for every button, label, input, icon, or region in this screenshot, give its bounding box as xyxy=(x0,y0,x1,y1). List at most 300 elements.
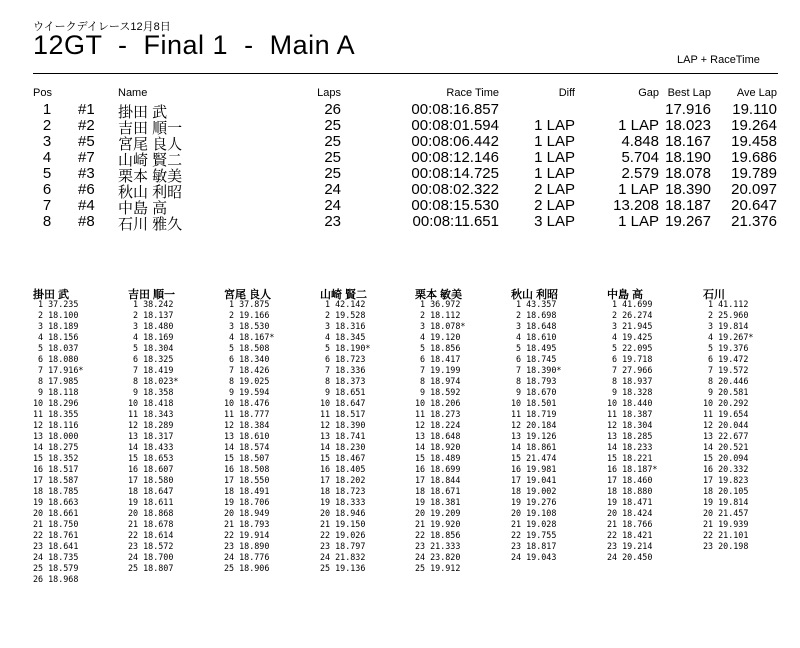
lap-time-item: 19 19.814 xyxy=(703,497,749,507)
col-pos-header: Pos xyxy=(33,87,52,99)
lap-time-item: 5 19.376 xyxy=(703,343,749,353)
lap-time-item: 19 18.611 xyxy=(128,497,174,507)
col-gap-header: Gap xyxy=(638,87,659,99)
lap-time-item: 2 18.137 xyxy=(128,310,174,320)
lap-time-item: 3 19.814 xyxy=(703,321,749,331)
result-ave-lap: 19.789 xyxy=(731,165,777,182)
lap-time-item: 16 18.699 xyxy=(415,464,461,474)
lap-time-item: 23 20.198 xyxy=(703,541,749,551)
lap-column-driver: 掛田 武 xyxy=(33,289,70,301)
result-laps: 25 xyxy=(324,149,341,166)
lap-time-item: 8 20.446 xyxy=(703,376,749,386)
lap-time-item: 23 18.817 xyxy=(511,541,557,551)
lap-time-item: 6 19.472 xyxy=(703,354,749,364)
lap-time-item: 24 23.820 xyxy=(415,552,461,562)
lap-time-item: 22 21.101 xyxy=(703,530,749,540)
results-header-row xyxy=(33,87,778,101)
result-ave-lap: 20.097 xyxy=(731,181,777,198)
lap-time-item: 3 18.316 xyxy=(320,321,366,331)
result-row xyxy=(33,165,778,185)
lap-time-item: 12 18.116 xyxy=(33,420,79,430)
result-diff: 1 LAP xyxy=(534,117,575,134)
lap-time-item: 1 41.699 xyxy=(607,299,653,309)
result-race-time: 00:08:12.146 xyxy=(411,149,499,166)
lap-time-item: 17 19.041 xyxy=(511,475,557,485)
lap-time-item: 15 18.507 xyxy=(224,453,270,463)
result-laps: 25 xyxy=(324,117,341,134)
lap-time-item: 19 18.706 xyxy=(224,497,270,507)
lap-time-item: 25 19.136 xyxy=(320,563,366,573)
lap-time-item: 23 18.641 xyxy=(33,541,79,551)
lap-time-item: 2 26.274 xyxy=(607,310,653,320)
lap-time-item: 23 18.797 xyxy=(320,541,366,551)
lap-info-label: LAP + RaceTime xyxy=(677,54,760,66)
lap-time-item: 3 21.945 xyxy=(607,321,653,331)
lap-time-item: 11 18.719 xyxy=(511,409,557,419)
result-driver-name: 石川 雅久 xyxy=(118,216,183,233)
result-race-time: 00:08:06.442 xyxy=(411,133,499,150)
lap-time-item: 10 18.418 xyxy=(128,398,174,408)
result-driver-name: 宮尾 良人 xyxy=(118,136,183,153)
results-table xyxy=(33,87,778,233)
lap-time-item: 19 18.663 xyxy=(33,497,79,507)
lap-time-item: 7 27.966 xyxy=(607,365,653,375)
lap-time-item: 12 18.289 xyxy=(128,420,174,430)
lap-time-item: 11 18.387 xyxy=(607,409,653,419)
result-car-number: #5 xyxy=(78,133,95,150)
lap-time-item: 3 18.648 xyxy=(511,321,557,331)
lap-time-item: 8 18.793 xyxy=(511,376,557,386)
lap-time-item: 25 19.912 xyxy=(415,563,461,573)
lap-time-item: 5 18.037 xyxy=(33,343,79,353)
col-racetime-header: Race Time xyxy=(446,87,499,99)
lap-time-item: 21 19.150 xyxy=(320,519,366,529)
lap-time-item: 8 17.985 xyxy=(33,376,79,386)
col-name-header: Name xyxy=(118,87,148,99)
lap-column xyxy=(33,286,129,585)
result-row xyxy=(33,149,778,169)
lap-time-item: 21 18.766 xyxy=(607,519,653,529)
lap-time-item: 26 18.968 xyxy=(33,574,79,584)
lap-time-item: 11 19.654 xyxy=(703,409,749,419)
lap-time-item: 19 18.381 xyxy=(415,497,461,507)
lap-time-item: 7 18.419 xyxy=(128,365,174,375)
lap-time-item: 17 19.823 xyxy=(703,475,749,485)
lap-time-item: 14 18.230 xyxy=(320,442,366,452)
lap-time-item: 1 43.357 xyxy=(511,299,557,309)
col-laps-header: Laps xyxy=(317,87,341,99)
lap-time-item: 1 37.875 xyxy=(224,299,270,309)
lap-time-item: 13 19.126 xyxy=(511,431,557,441)
lap-time-item: 16 19.981 xyxy=(511,464,557,474)
lap-time-item: 6 18.745 xyxy=(511,354,557,364)
result-row xyxy=(33,101,778,121)
lap-time-item: 11 18.273 xyxy=(415,409,461,419)
result-car-number: #7 xyxy=(78,149,95,166)
lap-time-item: 23 18.890 xyxy=(224,541,270,551)
lap-time-item: 7 19.199 xyxy=(415,365,461,375)
lap-time-item: 21 18.793 xyxy=(224,519,270,529)
result-car-number: #6 xyxy=(78,181,95,198)
lap-column-driver: 宮尾 良人 xyxy=(224,289,272,301)
lap-time-item: 5 18.304 xyxy=(128,343,174,353)
result-car-number: #3 xyxy=(78,165,95,182)
lap-time-item: 17 18.460 xyxy=(607,475,653,485)
lap-time-item: 25 18.579 xyxy=(33,563,79,573)
lap-time-item: 8 18.373 xyxy=(320,376,366,386)
lap-time-item: 18 18.785 xyxy=(33,486,79,496)
result-race-time: 00:08:16.857 xyxy=(411,101,499,118)
lap-time-item: 9 18.651 xyxy=(320,387,366,397)
result-gap: 4.848 xyxy=(621,133,659,150)
result-laps: 23 xyxy=(324,213,341,230)
lap-time-item: 13 22.677 xyxy=(703,431,749,441)
lap-time-item: 17 18.550 xyxy=(224,475,270,485)
lap-time-item: 10 18.206 xyxy=(415,398,461,408)
lap-time-item: 20 19.108 xyxy=(511,508,557,518)
lap-time-item: 17 18.580 xyxy=(128,475,174,485)
result-gap: 1 LAP xyxy=(618,181,659,198)
lap-time-item: 9 20.581 xyxy=(703,387,749,397)
result-best-lap: 18.190 xyxy=(665,149,711,166)
result-race-time: 00:08:15.530 xyxy=(411,197,499,214)
lap-time-item: 14 18.861 xyxy=(511,442,557,452)
lap-time-item: 2 18.100 xyxy=(33,310,79,320)
lap-time-item: 1 42.142 xyxy=(320,299,366,309)
lap-time-item: 21 19.920 xyxy=(415,519,461,529)
lap-time-item: 15 21.474 xyxy=(511,453,557,463)
lap-time-item: 18 20.105 xyxy=(703,486,749,496)
lap-time-item: 20 19.209 xyxy=(415,508,461,518)
lap-time-item: 5 22.095 xyxy=(607,343,653,353)
lap-time-item: 5 18.508 xyxy=(224,343,270,353)
lap-time-item: 24 21.832 xyxy=(320,552,366,562)
result-driver-name: 栗本 敏美 xyxy=(118,168,183,185)
lap-time-item: 9 18.670 xyxy=(511,387,557,397)
lap-time-item: 12 20.044 xyxy=(703,420,749,430)
lap-time-item: 17 18.202 xyxy=(320,475,366,485)
lap-time-item: 3 18.530 xyxy=(224,321,270,331)
result-row xyxy=(33,197,778,217)
lap-time-item: 7 18.390* xyxy=(511,365,562,375)
lap-time-item: 4 19.267* xyxy=(703,332,754,342)
lap-column xyxy=(511,286,607,563)
lap-time-item: 10 18.647 xyxy=(320,398,366,408)
lap-time-item: 6 18.723 xyxy=(320,354,366,364)
col-bestlap-header: Best Lap xyxy=(667,87,711,99)
lap-time-item: 17 18.844 xyxy=(415,475,461,485)
lap-time-item: 6 19.718 xyxy=(607,354,653,364)
result-pos: 5 xyxy=(42,165,52,182)
lap-time-item: 13 18.000 xyxy=(33,431,79,441)
result-ave-lap: 19.458 xyxy=(731,133,777,150)
result-laps: 24 xyxy=(324,197,341,214)
lap-time-item: 15 18.221 xyxy=(607,453,653,463)
lap-time-item: 10 18.476 xyxy=(224,398,270,408)
lap-column xyxy=(320,286,416,574)
lap-time-item: 16 20.332 xyxy=(703,464,749,474)
lap-time-item: 11 18.355 xyxy=(33,409,79,419)
lap-time-item: 15 18.653 xyxy=(128,453,174,463)
lap-time-item: 14 18.275 xyxy=(33,442,79,452)
lap-time-item: 12 18.304 xyxy=(607,420,653,430)
lap-column-driver: 中島 高 xyxy=(607,289,644,301)
lap-time-item: 1 41.112 xyxy=(703,299,749,309)
result-diff: 2 LAP xyxy=(534,197,575,214)
result-diff: 1 LAP xyxy=(534,149,575,166)
lap-time-item: 3 18.078* xyxy=(415,321,466,331)
lap-column-driver: 秋山 利昭 xyxy=(511,289,559,301)
lap-time-item: 19 18.471 xyxy=(607,497,653,507)
result-ave-lap: 21.376 xyxy=(731,213,777,230)
result-pos: 3 xyxy=(42,133,52,150)
result-driver-name: 中島 高 xyxy=(118,200,168,217)
lap-time-item: 24 18.700 xyxy=(128,552,174,562)
lap-time-item: 22 18.614 xyxy=(128,530,174,540)
result-race-time: 00:08:11.651 xyxy=(412,213,499,230)
result-car-number: #2 xyxy=(78,117,95,134)
lap-time-item: 16 18.405 xyxy=(320,464,366,474)
lap-time-item: 3 18.480 xyxy=(128,321,174,331)
result-ave-lap: 19.110 xyxy=(732,101,777,118)
lap-time-item: 5 18.856 xyxy=(415,343,461,353)
lap-time-item: 8 18.937 xyxy=(607,376,653,386)
result-row xyxy=(33,213,778,233)
lap-time-item: 9 18.358 xyxy=(128,387,174,397)
result-best-lap: 18.078 xyxy=(665,165,711,182)
result-diff: 1 LAP xyxy=(534,165,575,182)
lap-time-item: 16 18.607 xyxy=(128,464,174,474)
result-race-time: 00:08:14.725 xyxy=(411,165,499,182)
lap-time-item: 19 18.333 xyxy=(320,497,366,507)
lap-time-item: 18 18.880 xyxy=(607,486,653,496)
result-ave-lap: 19.264 xyxy=(731,117,777,134)
lap-time-item: 24 19.043 xyxy=(511,552,557,562)
lap-time-item: 22 19.914 xyxy=(224,530,270,540)
col-diff-header: Diff xyxy=(558,87,575,99)
lap-time-item: 22 18.421 xyxy=(607,530,653,540)
lap-time-item: 7 18.336 xyxy=(320,365,366,375)
result-car-number: #1 xyxy=(78,101,95,118)
lap-time-item: 13 18.610 xyxy=(224,431,270,441)
result-pos: 6 xyxy=(42,181,52,198)
lap-time-item: 12 20.184 xyxy=(511,420,557,430)
result-driver-name: 吉田 順一 xyxy=(118,120,183,137)
lap-time-item: 24 18.776 xyxy=(224,552,270,562)
lap-time-item: 23 19.214 xyxy=(607,541,653,551)
result-best-lap: 18.167 xyxy=(665,133,711,150)
lap-time-item: 9 18.118 xyxy=(33,387,79,397)
result-car-number: #4 xyxy=(78,197,95,214)
lap-time-item: 16 18.517 xyxy=(33,464,79,474)
lap-time-item: 20 21.457 xyxy=(703,508,749,518)
lap-time-item: 2 25.960 xyxy=(703,310,749,320)
lap-time-item: 15 18.352 xyxy=(33,453,79,463)
result-diff: 3 LAP xyxy=(534,213,575,230)
lap-time-item: 4 18.156 xyxy=(33,332,79,342)
lap-time-item: 1 37.235 xyxy=(33,299,79,309)
result-gap: 1 LAP xyxy=(618,213,659,230)
lap-time-item: 3 18.189 xyxy=(33,321,79,331)
result-driver-name: 山崎 賢二 xyxy=(118,152,183,169)
lap-time-item: 12 18.224 xyxy=(415,420,461,430)
lap-time-item: 1 36.972 xyxy=(415,299,461,309)
result-diff: 2 LAP xyxy=(534,181,575,198)
lap-time-item: 7 19.572 xyxy=(703,365,749,375)
page-title: 12GT - Final 1 - Main A xyxy=(33,30,356,60)
lap-time-item: 1 38.242 xyxy=(128,299,174,309)
lap-time-item: 16 18.508 xyxy=(224,464,270,474)
lap-time-item: 4 18.345 xyxy=(320,332,366,342)
result-gap: 2.579 xyxy=(621,165,659,182)
lap-time-item: 15 18.467 xyxy=(320,453,366,463)
lap-time-item: 6 18.080 xyxy=(33,354,79,364)
lap-column-driver: 石川 xyxy=(703,289,725,301)
lap-time-item: 22 18.761 xyxy=(33,530,79,540)
lap-time-item: 2 18.698 xyxy=(511,310,557,320)
result-race-time: 00:08:01.594 xyxy=(411,117,499,134)
result-ave-lap: 19.686 xyxy=(731,149,777,166)
lap-time-item: 23 18.572 xyxy=(128,541,174,551)
result-race-time: 00:08:02.322 xyxy=(411,181,499,198)
lap-time-item: 25 18.906 xyxy=(224,563,270,573)
lap-time-item: 11 18.343 xyxy=(128,409,174,419)
lap-time-item: 18 18.671 xyxy=(415,486,461,496)
result-gap: 5.704 xyxy=(621,149,659,166)
lap-time-item: 6 18.340 xyxy=(224,354,270,364)
result-ave-lap: 20.647 xyxy=(731,197,777,214)
lap-time-item: 4 18.169 xyxy=(128,332,174,342)
lap-time-item: 8 19.025 xyxy=(224,376,270,386)
lap-time-item: 24 18.735 xyxy=(33,552,79,562)
lap-time-item: 9 18.592 xyxy=(415,387,461,397)
lap-time-item: 4 19.120 xyxy=(415,332,461,342)
result-pos: 1 xyxy=(42,101,52,118)
lap-time-item: 11 18.777 xyxy=(224,409,270,419)
lap-column-driver: 山崎 賢二 xyxy=(320,289,368,301)
lap-time-item: 18 19.002 xyxy=(511,486,557,496)
lap-time-item: 13 18.648 xyxy=(415,431,461,441)
result-laps: 25 xyxy=(324,133,341,150)
lap-time-item: 21 19.028 xyxy=(511,519,557,529)
lap-time-item: 24 20.450 xyxy=(607,552,653,562)
lap-time-item: 22 19.755 xyxy=(511,530,557,540)
lap-time-item: 20 18.661 xyxy=(33,508,79,518)
lap-time-item: 21 18.750 xyxy=(33,519,79,529)
lap-time-item: 2 18.112 xyxy=(415,310,461,320)
lap-time-item: 20 18.946 xyxy=(320,508,366,518)
lap-time-item: 20 18.868 xyxy=(128,508,174,518)
lap-time-item: 4 18.167* xyxy=(224,332,275,342)
lap-time-item: 6 18.417 xyxy=(415,354,461,364)
result-driver-name: 掛田 武 xyxy=(118,104,168,121)
lap-time-item: 21 18.678 xyxy=(128,519,174,529)
lap-time-item: 22 18.856 xyxy=(415,530,461,540)
lap-time-item: 14 18.574 xyxy=(224,442,270,452)
result-row xyxy=(33,181,778,201)
lap-time-item: 18 18.647 xyxy=(128,486,174,496)
lap-time-item: 18 18.723 xyxy=(320,486,366,496)
lap-time-item: 16 18.187* xyxy=(607,464,658,474)
result-best-lap: 18.023 xyxy=(665,117,711,134)
lap-time-item: 13 18.741 xyxy=(320,431,366,441)
lap-time-item: 20 18.949 xyxy=(224,508,270,518)
lap-column xyxy=(607,286,703,563)
lap-time-item: 20 18.424 xyxy=(607,508,653,518)
lap-time-item: 14 20.521 xyxy=(703,442,749,452)
event-subtitle: ウイークデイレース12月8日 xyxy=(33,21,171,33)
lap-time-item: 17 18.587 xyxy=(33,475,79,485)
lap-column-driver: 吉田 順一 xyxy=(128,289,176,301)
result-pos: 8 xyxy=(42,213,52,230)
result-car-number: #8 xyxy=(78,213,95,230)
lap-time-item: 23 21.333 xyxy=(415,541,461,551)
result-pos: 7 xyxy=(42,197,52,214)
lap-column-driver: 栗本 敏美 xyxy=(415,289,463,301)
lap-time-item: 6 18.325 xyxy=(128,354,174,364)
result-gap: 1 LAP xyxy=(618,117,659,134)
lap-time-item: 5 18.495 xyxy=(511,343,557,353)
lap-time-item: 12 18.390 xyxy=(320,420,366,430)
lap-time-item: 7 18.426 xyxy=(224,365,270,375)
result-gap: 13.208 xyxy=(613,197,659,214)
lap-column xyxy=(128,286,224,574)
col-avelap-header: Ave Lap xyxy=(736,87,777,99)
lap-times-section xyxy=(33,286,793,646)
lap-time-item: 21 19.939 xyxy=(703,519,749,529)
lap-time-item: 8 18.023* xyxy=(128,376,179,386)
lap-time-item: 10 18.440 xyxy=(607,398,653,408)
lap-time-item: 25 18.807 xyxy=(128,563,174,573)
lap-time-item: 14 18.920 xyxy=(415,442,461,452)
lap-time-item: 13 18.317 xyxy=(128,431,174,441)
result-laps: 24 xyxy=(324,181,341,198)
title-rule xyxy=(33,73,778,74)
lap-time-item: 12 18.384 xyxy=(224,420,270,430)
lap-time-item: 10 20.292 xyxy=(703,398,749,408)
result-pos: 4 xyxy=(42,149,52,166)
lap-time-item: 2 19.166 xyxy=(224,310,270,320)
lap-time-item: 5 18.190* xyxy=(320,343,371,353)
lap-column xyxy=(224,286,320,574)
lap-time-item: 4 18.610 xyxy=(511,332,557,342)
result-laps: 25 xyxy=(324,165,341,182)
lap-time-item: 19 19.276 xyxy=(511,497,557,507)
lap-time-item: 10 18.501 xyxy=(511,398,557,408)
lap-time-item: 22 19.026 xyxy=(320,530,366,540)
lap-time-item: 9 19.594 xyxy=(224,387,270,397)
lap-time-item: 8 18.974 xyxy=(415,376,461,386)
lap-time-item: 11 18.517 xyxy=(320,409,366,419)
result-driver-name: 秋山 利昭 xyxy=(118,184,183,201)
lap-column xyxy=(703,286,799,552)
lap-time-item: 13 18.285 xyxy=(607,431,653,441)
lap-time-item: 18 18.491 xyxy=(224,486,270,496)
lap-column xyxy=(415,286,511,574)
result-best-lap: 18.187 xyxy=(665,197,711,214)
lap-time-item: 9 18.328 xyxy=(607,387,653,397)
lap-time-item: 4 19.425 xyxy=(607,332,653,342)
lap-time-item: 14 18.233 xyxy=(607,442,653,452)
lap-time-item: 15 20.094 xyxy=(703,453,749,463)
lap-time-item: 7 17.916* xyxy=(33,365,84,375)
lap-time-item: 14 18.433 xyxy=(128,442,174,452)
result-best-lap: 18.390 xyxy=(665,181,711,198)
result-laps: 26 xyxy=(324,101,341,118)
lap-time-item: 10 18.296 xyxy=(33,398,79,408)
results-body xyxy=(33,101,778,233)
lap-time-item: 15 18.489 xyxy=(415,453,461,463)
